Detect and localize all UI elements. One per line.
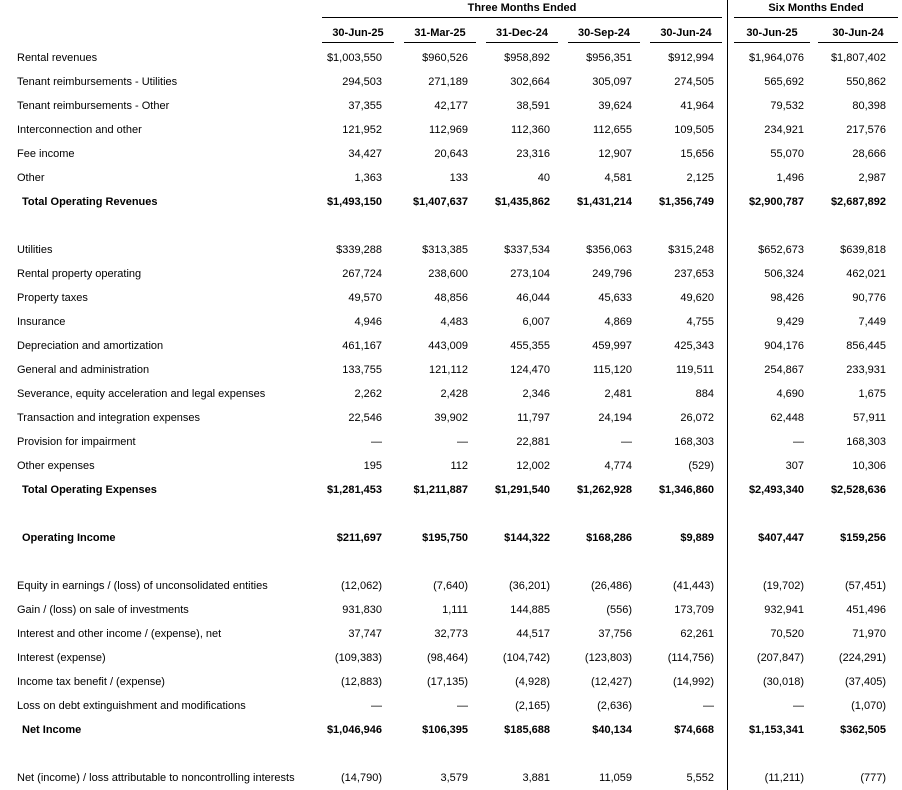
column-header: 30-Jun-24 bbox=[650, 24, 722, 43]
value-cell: 39,624 bbox=[598, 100, 632, 112]
value-cell: 11,797 bbox=[517, 412, 550, 424]
value-cell: — bbox=[371, 700, 382, 712]
value-cell: 459,997 bbox=[592, 340, 632, 352]
spacer-row bbox=[0, 502, 902, 526]
table-row bbox=[0, 334, 902, 358]
value-cell: $40,134 bbox=[592, 724, 632, 736]
value-cell: (19,702) bbox=[763, 580, 804, 592]
value-cell: 249,796 bbox=[592, 268, 632, 280]
spacer-row bbox=[0, 742, 902, 766]
value-cell: 5,552 bbox=[686, 772, 714, 784]
value-cell: $960,526 bbox=[422, 52, 468, 64]
table-row bbox=[0, 526, 902, 550]
value-cell: 37,756 bbox=[598, 628, 632, 640]
value-cell: 3,579 bbox=[440, 772, 468, 784]
column-header: 30-Jun-25 bbox=[734, 24, 810, 43]
value-cell: (14,992) bbox=[673, 676, 714, 688]
table-row bbox=[0, 118, 902, 142]
row-label: Depreciation and amortization bbox=[17, 340, 164, 352]
value-cell: $1,291,540 bbox=[494, 484, 550, 496]
value-cell: 233,931 bbox=[846, 364, 886, 376]
table-row bbox=[0, 94, 902, 118]
value-cell: 24,194 bbox=[598, 412, 632, 424]
value-cell: $956,351 bbox=[586, 52, 632, 64]
table-row bbox=[0, 166, 902, 190]
value-cell: — bbox=[703, 700, 714, 712]
value-cell: 144,885 bbox=[510, 604, 550, 616]
table-row bbox=[0, 694, 902, 718]
row-label: Equity in earnings / (loss) of unconsolidated entities bbox=[17, 580, 268, 592]
row-label: Interconnection and other bbox=[17, 124, 142, 136]
value-cell: $337,534 bbox=[504, 244, 550, 256]
column-header: 30-Jun-25 bbox=[322, 24, 394, 43]
row-label: Other bbox=[17, 172, 45, 184]
value-cell: — bbox=[457, 700, 468, 712]
value-cell: 34,427 bbox=[348, 148, 382, 160]
row-label: Transaction and integration expenses bbox=[17, 412, 201, 424]
value-cell: 28,666 bbox=[852, 148, 886, 160]
value-cell: $1,262,928 bbox=[576, 484, 632, 496]
row-label: Tenant reimbursements - Utilities bbox=[17, 76, 178, 88]
value-cell: 90,776 bbox=[852, 292, 886, 304]
value-cell: 26,072 bbox=[680, 412, 714, 424]
value-cell: $144,322 bbox=[504, 532, 550, 544]
value-cell: 22,546 bbox=[348, 412, 382, 424]
value-cell: 2,346 bbox=[522, 388, 550, 400]
value-cell: 11,059 bbox=[599, 772, 632, 784]
value-cell: 119,511 bbox=[675, 364, 714, 376]
value-cell: 461,167 bbox=[342, 340, 382, 352]
value-cell: (26,486) bbox=[591, 580, 632, 592]
value-cell: $1,003,550 bbox=[326, 52, 382, 64]
value-cell: 39,902 bbox=[434, 412, 468, 424]
table-row bbox=[0, 646, 902, 670]
value-cell: 506,324 bbox=[764, 268, 804, 280]
table-row bbox=[0, 454, 902, 478]
value-cell: $2,528,636 bbox=[830, 484, 886, 496]
value-cell: $1,153,341 bbox=[748, 724, 804, 736]
value-cell: 49,570 bbox=[348, 292, 382, 304]
column-header: 30-Sep-24 bbox=[568, 24, 640, 43]
value-cell: — bbox=[371, 436, 382, 448]
value-cell: 40 bbox=[537, 172, 550, 184]
value-cell: — bbox=[457, 436, 468, 448]
value-cell: 2,428 bbox=[440, 388, 468, 400]
value-cell: (114,756) bbox=[667, 652, 714, 664]
value-cell: (1,070) bbox=[851, 700, 886, 712]
value-cell: 4,581 bbox=[604, 172, 632, 184]
value-cell: (98,464) bbox=[427, 652, 468, 664]
value-cell: 4,946 bbox=[354, 316, 382, 328]
row-label: Operating Income bbox=[22, 532, 116, 544]
value-cell: 451,496 bbox=[846, 604, 886, 616]
table-row bbox=[0, 406, 902, 430]
value-cell: (12,062) bbox=[341, 580, 382, 592]
value-cell: 37,747 bbox=[348, 628, 382, 640]
value-cell: 15,656 bbox=[680, 148, 714, 160]
value-cell: 9,429 bbox=[776, 316, 804, 328]
value-cell: 302,664 bbox=[510, 76, 550, 88]
value-cell: (123,803) bbox=[584, 652, 632, 664]
row-label: Rental revenues bbox=[17, 52, 98, 64]
table-row bbox=[0, 766, 902, 790]
value-cell: 217,576 bbox=[846, 124, 886, 136]
value-cell: 274,505 bbox=[674, 76, 714, 88]
row-label: Insurance bbox=[17, 316, 66, 328]
value-cell: 273,104 bbox=[510, 268, 550, 280]
value-cell: 168,303 bbox=[674, 436, 714, 448]
value-cell: 124,470 bbox=[510, 364, 550, 376]
value-cell: 20,643 bbox=[434, 148, 468, 160]
value-cell: 48,856 bbox=[434, 292, 468, 304]
value-cell: $1,431,214 bbox=[576, 196, 632, 208]
value-cell: (17,135) bbox=[427, 676, 468, 688]
value-cell: 234,921 bbox=[764, 124, 804, 136]
value-cell: $356,063 bbox=[586, 244, 632, 256]
value-cell: 37,355 bbox=[348, 100, 382, 112]
column-header: 31-Dec-24 bbox=[486, 24, 558, 43]
table-row bbox=[0, 70, 902, 94]
value-cell: (224,291) bbox=[838, 652, 886, 664]
table-row bbox=[0, 670, 902, 694]
value-cell: 12,907 bbox=[598, 148, 632, 160]
value-cell: 57,911 bbox=[853, 412, 886, 424]
row-label: Tenant reimbursements - Other bbox=[17, 100, 170, 112]
value-cell: $339,288 bbox=[336, 244, 382, 256]
value-cell: (57,451) bbox=[845, 580, 886, 592]
value-cell: 305,097 bbox=[592, 76, 632, 88]
value-cell: 133 bbox=[449, 172, 468, 184]
value-cell: (37,405) bbox=[845, 676, 886, 688]
value-cell: 425,343 bbox=[674, 340, 714, 352]
value-cell: $159,256 bbox=[840, 532, 886, 544]
value-cell: — bbox=[793, 436, 804, 448]
value-cell: 41,964 bbox=[680, 100, 714, 112]
value-cell: (4,928) bbox=[515, 676, 550, 688]
value-cell: 133,755 bbox=[342, 364, 382, 376]
value-cell: (36,201) bbox=[509, 580, 550, 592]
value-cell: (7,640) bbox=[433, 580, 468, 592]
row-label: Interest (expense) bbox=[17, 652, 106, 664]
value-cell: (556) bbox=[606, 604, 632, 616]
row-label: Total Operating Revenues bbox=[22, 196, 158, 208]
value-cell: 7,449 bbox=[858, 316, 886, 328]
value-cell: (529) bbox=[688, 460, 714, 472]
value-cell: 44,517 bbox=[516, 628, 550, 640]
row-label: Total Operating Expenses bbox=[22, 484, 157, 496]
value-cell: $185,688 bbox=[504, 724, 550, 736]
three-months-ended-header: Three Months Ended bbox=[322, 0, 722, 18]
value-cell: $1,807,402 bbox=[830, 52, 886, 64]
value-cell: $958,892 bbox=[504, 52, 550, 64]
value-cell: 1,496 bbox=[776, 172, 804, 184]
table-row bbox=[0, 262, 902, 286]
value-cell: (104,742) bbox=[502, 652, 550, 664]
value-cell: (14,790) bbox=[341, 772, 382, 784]
value-cell: 6,007 bbox=[522, 316, 550, 328]
value-cell: $2,687,892 bbox=[830, 196, 886, 208]
table-row bbox=[0, 310, 902, 334]
value-cell: 904,176 bbox=[764, 340, 804, 352]
value-cell: $168,286 bbox=[586, 532, 632, 544]
value-cell: $211,697 bbox=[336, 532, 382, 544]
value-cell: 2,987 bbox=[858, 172, 886, 184]
value-cell: 168,303 bbox=[846, 436, 886, 448]
table-row bbox=[0, 598, 902, 622]
value-cell: (41,443) bbox=[673, 580, 714, 592]
value-cell: $1,281,453 bbox=[326, 484, 382, 496]
value-cell: 121,112 bbox=[429, 364, 468, 376]
row-label: Rental property operating bbox=[17, 268, 142, 280]
value-cell: 267,724 bbox=[342, 268, 382, 280]
value-cell: 10,306 bbox=[852, 460, 886, 472]
value-cell: $1,493,150 bbox=[326, 196, 382, 208]
value-cell: 294,503 bbox=[342, 76, 382, 88]
value-cell: — bbox=[793, 700, 804, 712]
value-cell: 62,448 bbox=[770, 412, 804, 424]
value-cell: 237,653 bbox=[674, 268, 714, 280]
value-cell: 121,952 bbox=[342, 124, 382, 136]
value-cell: (11,211) bbox=[764, 772, 804, 784]
row-label: Provision for impairment bbox=[17, 436, 136, 448]
value-cell: 23,316 bbox=[516, 148, 550, 160]
value-cell: 112 bbox=[450, 460, 468, 472]
value-cell: $315,248 bbox=[668, 244, 714, 256]
value-cell: 1,675 bbox=[858, 388, 886, 400]
value-cell: 4,755 bbox=[686, 316, 714, 328]
value-cell: 2,481 bbox=[604, 388, 632, 400]
value-cell: 238,600 bbox=[428, 268, 468, 280]
spacer-row bbox=[0, 214, 902, 238]
value-cell: 115,120 bbox=[593, 364, 632, 376]
value-cell: 55,070 bbox=[770, 148, 804, 160]
value-cell: $1,964,076 bbox=[748, 52, 804, 64]
value-cell: 443,009 bbox=[428, 340, 468, 352]
value-cell: 46,044 bbox=[516, 292, 550, 304]
table-row bbox=[0, 358, 902, 382]
table-row bbox=[0, 718, 902, 742]
table-row bbox=[0, 478, 902, 502]
value-cell: 1,363 bbox=[354, 172, 382, 184]
spacer-row bbox=[0, 550, 902, 574]
value-cell: $362,505 bbox=[840, 724, 886, 736]
value-cell: $1,407,637 bbox=[412, 196, 468, 208]
row-label: Severance, equity acceleration and legal expenses bbox=[17, 388, 266, 400]
table-row bbox=[0, 430, 902, 454]
table-row bbox=[0, 382, 902, 406]
value-cell: 112,360 bbox=[511, 124, 550, 136]
value-cell: 550,862 bbox=[846, 76, 886, 88]
value-cell: 931,830 bbox=[342, 604, 382, 616]
value-cell: — bbox=[621, 436, 632, 448]
value-cell: 3,881 bbox=[522, 772, 550, 784]
value-cell: $1,211,887 bbox=[413, 484, 468, 496]
value-cell: $9,889 bbox=[680, 532, 714, 544]
value-cell: 45,633 bbox=[598, 292, 632, 304]
table-row bbox=[0, 574, 902, 598]
table-row bbox=[0, 46, 902, 70]
value-cell: 884 bbox=[695, 388, 714, 400]
row-label: Loss on debt extinguishment and modifications bbox=[17, 700, 246, 712]
value-cell: 307 bbox=[785, 460, 804, 472]
row-label: Gain / (loss) on sale of investments bbox=[17, 604, 189, 616]
value-cell: 2,262 bbox=[354, 388, 382, 400]
value-cell: 112,969 bbox=[429, 124, 468, 136]
value-cell: 12,002 bbox=[516, 460, 550, 472]
value-cell: $106,395 bbox=[422, 724, 468, 736]
value-cell: 109,505 bbox=[674, 124, 714, 136]
value-cell: 98,426 bbox=[770, 292, 804, 304]
row-label: Fee income bbox=[17, 148, 75, 160]
value-cell: $1,435,862 bbox=[494, 196, 550, 208]
value-cell: $195,750 bbox=[422, 532, 468, 544]
value-cell: 112,655 bbox=[593, 124, 632, 136]
value-cell: 4,483 bbox=[440, 316, 468, 328]
value-cell: 38,591 bbox=[516, 100, 550, 112]
value-cell: (2,165) bbox=[515, 700, 550, 712]
value-cell: 4,774 bbox=[604, 460, 632, 472]
value-cell: 932,941 bbox=[764, 604, 804, 616]
value-cell: (12,883) bbox=[341, 676, 382, 688]
value-cell: 271,189 bbox=[428, 76, 468, 88]
value-cell: $652,673 bbox=[758, 244, 804, 256]
value-cell: (30,018) bbox=[763, 676, 804, 688]
row-label: Net Income bbox=[22, 724, 82, 736]
value-cell: 32,773 bbox=[434, 628, 468, 640]
value-cell: (2,636) bbox=[597, 700, 632, 712]
value-cell: (777) bbox=[860, 772, 886, 784]
value-cell: 565,692 bbox=[764, 76, 804, 88]
value-cell: 455,355 bbox=[510, 340, 550, 352]
value-cell: 173,709 bbox=[674, 604, 714, 616]
value-cell: 70,520 bbox=[770, 628, 804, 640]
column-header: 31-Mar-25 bbox=[404, 24, 476, 43]
value-cell: 80,398 bbox=[852, 100, 886, 112]
value-cell: 4,690 bbox=[776, 388, 804, 400]
value-cell: 49,620 bbox=[680, 292, 714, 304]
value-cell: $912,994 bbox=[668, 52, 714, 64]
row-label: Property taxes bbox=[17, 292, 88, 304]
value-cell: 22,881 bbox=[516, 436, 550, 448]
table-row bbox=[0, 190, 902, 214]
row-label: General and administration bbox=[17, 364, 150, 376]
row-label: Other expenses bbox=[17, 460, 95, 472]
row-label: Utilities bbox=[17, 244, 53, 256]
value-cell: 462,021 bbox=[846, 268, 886, 280]
value-cell: $313,385 bbox=[422, 244, 468, 256]
row-label: Net (income) / loss attributable to noncontrolling interests bbox=[17, 772, 295, 784]
value-cell: 42,177 bbox=[434, 100, 468, 112]
table-row bbox=[0, 286, 902, 310]
value-cell: $1,046,946 bbox=[326, 724, 382, 736]
value-cell: 79,532 bbox=[770, 100, 804, 112]
column-header: 30-Jun-24 bbox=[818, 24, 898, 43]
value-cell: (109,383) bbox=[334, 652, 382, 664]
value-cell: (12,427) bbox=[591, 676, 632, 688]
value-cell: $2,493,340 bbox=[748, 484, 804, 496]
value-cell: 71,970 bbox=[852, 628, 886, 640]
value-cell: 195 bbox=[363, 460, 382, 472]
value-cell: 254,867 bbox=[764, 364, 804, 376]
row-label: Interest and other income / (expense), net bbox=[17, 628, 222, 640]
value-cell: $74,668 bbox=[674, 724, 714, 736]
table-row bbox=[0, 142, 902, 166]
value-cell: 856,445 bbox=[846, 340, 886, 352]
value-cell: $639,818 bbox=[840, 244, 886, 256]
value-cell: $1,356,749 bbox=[658, 196, 714, 208]
table-row bbox=[0, 622, 902, 646]
value-cell: 1,111 bbox=[442, 604, 468, 616]
value-cell: 62,261 bbox=[680, 628, 714, 640]
value-cell: $407,447 bbox=[758, 532, 804, 544]
value-cell: $2,900,787 bbox=[748, 196, 804, 208]
value-cell: (207,847) bbox=[756, 652, 804, 664]
six-months-ended-header: Six Months Ended bbox=[734, 0, 898, 18]
value-cell: $1,346,860 bbox=[658, 484, 714, 496]
value-cell: 4,869 bbox=[604, 316, 632, 328]
value-cell: 2,125 bbox=[686, 172, 714, 184]
row-label: Income tax benefit / (expense) bbox=[17, 676, 165, 688]
table-row bbox=[0, 238, 902, 262]
